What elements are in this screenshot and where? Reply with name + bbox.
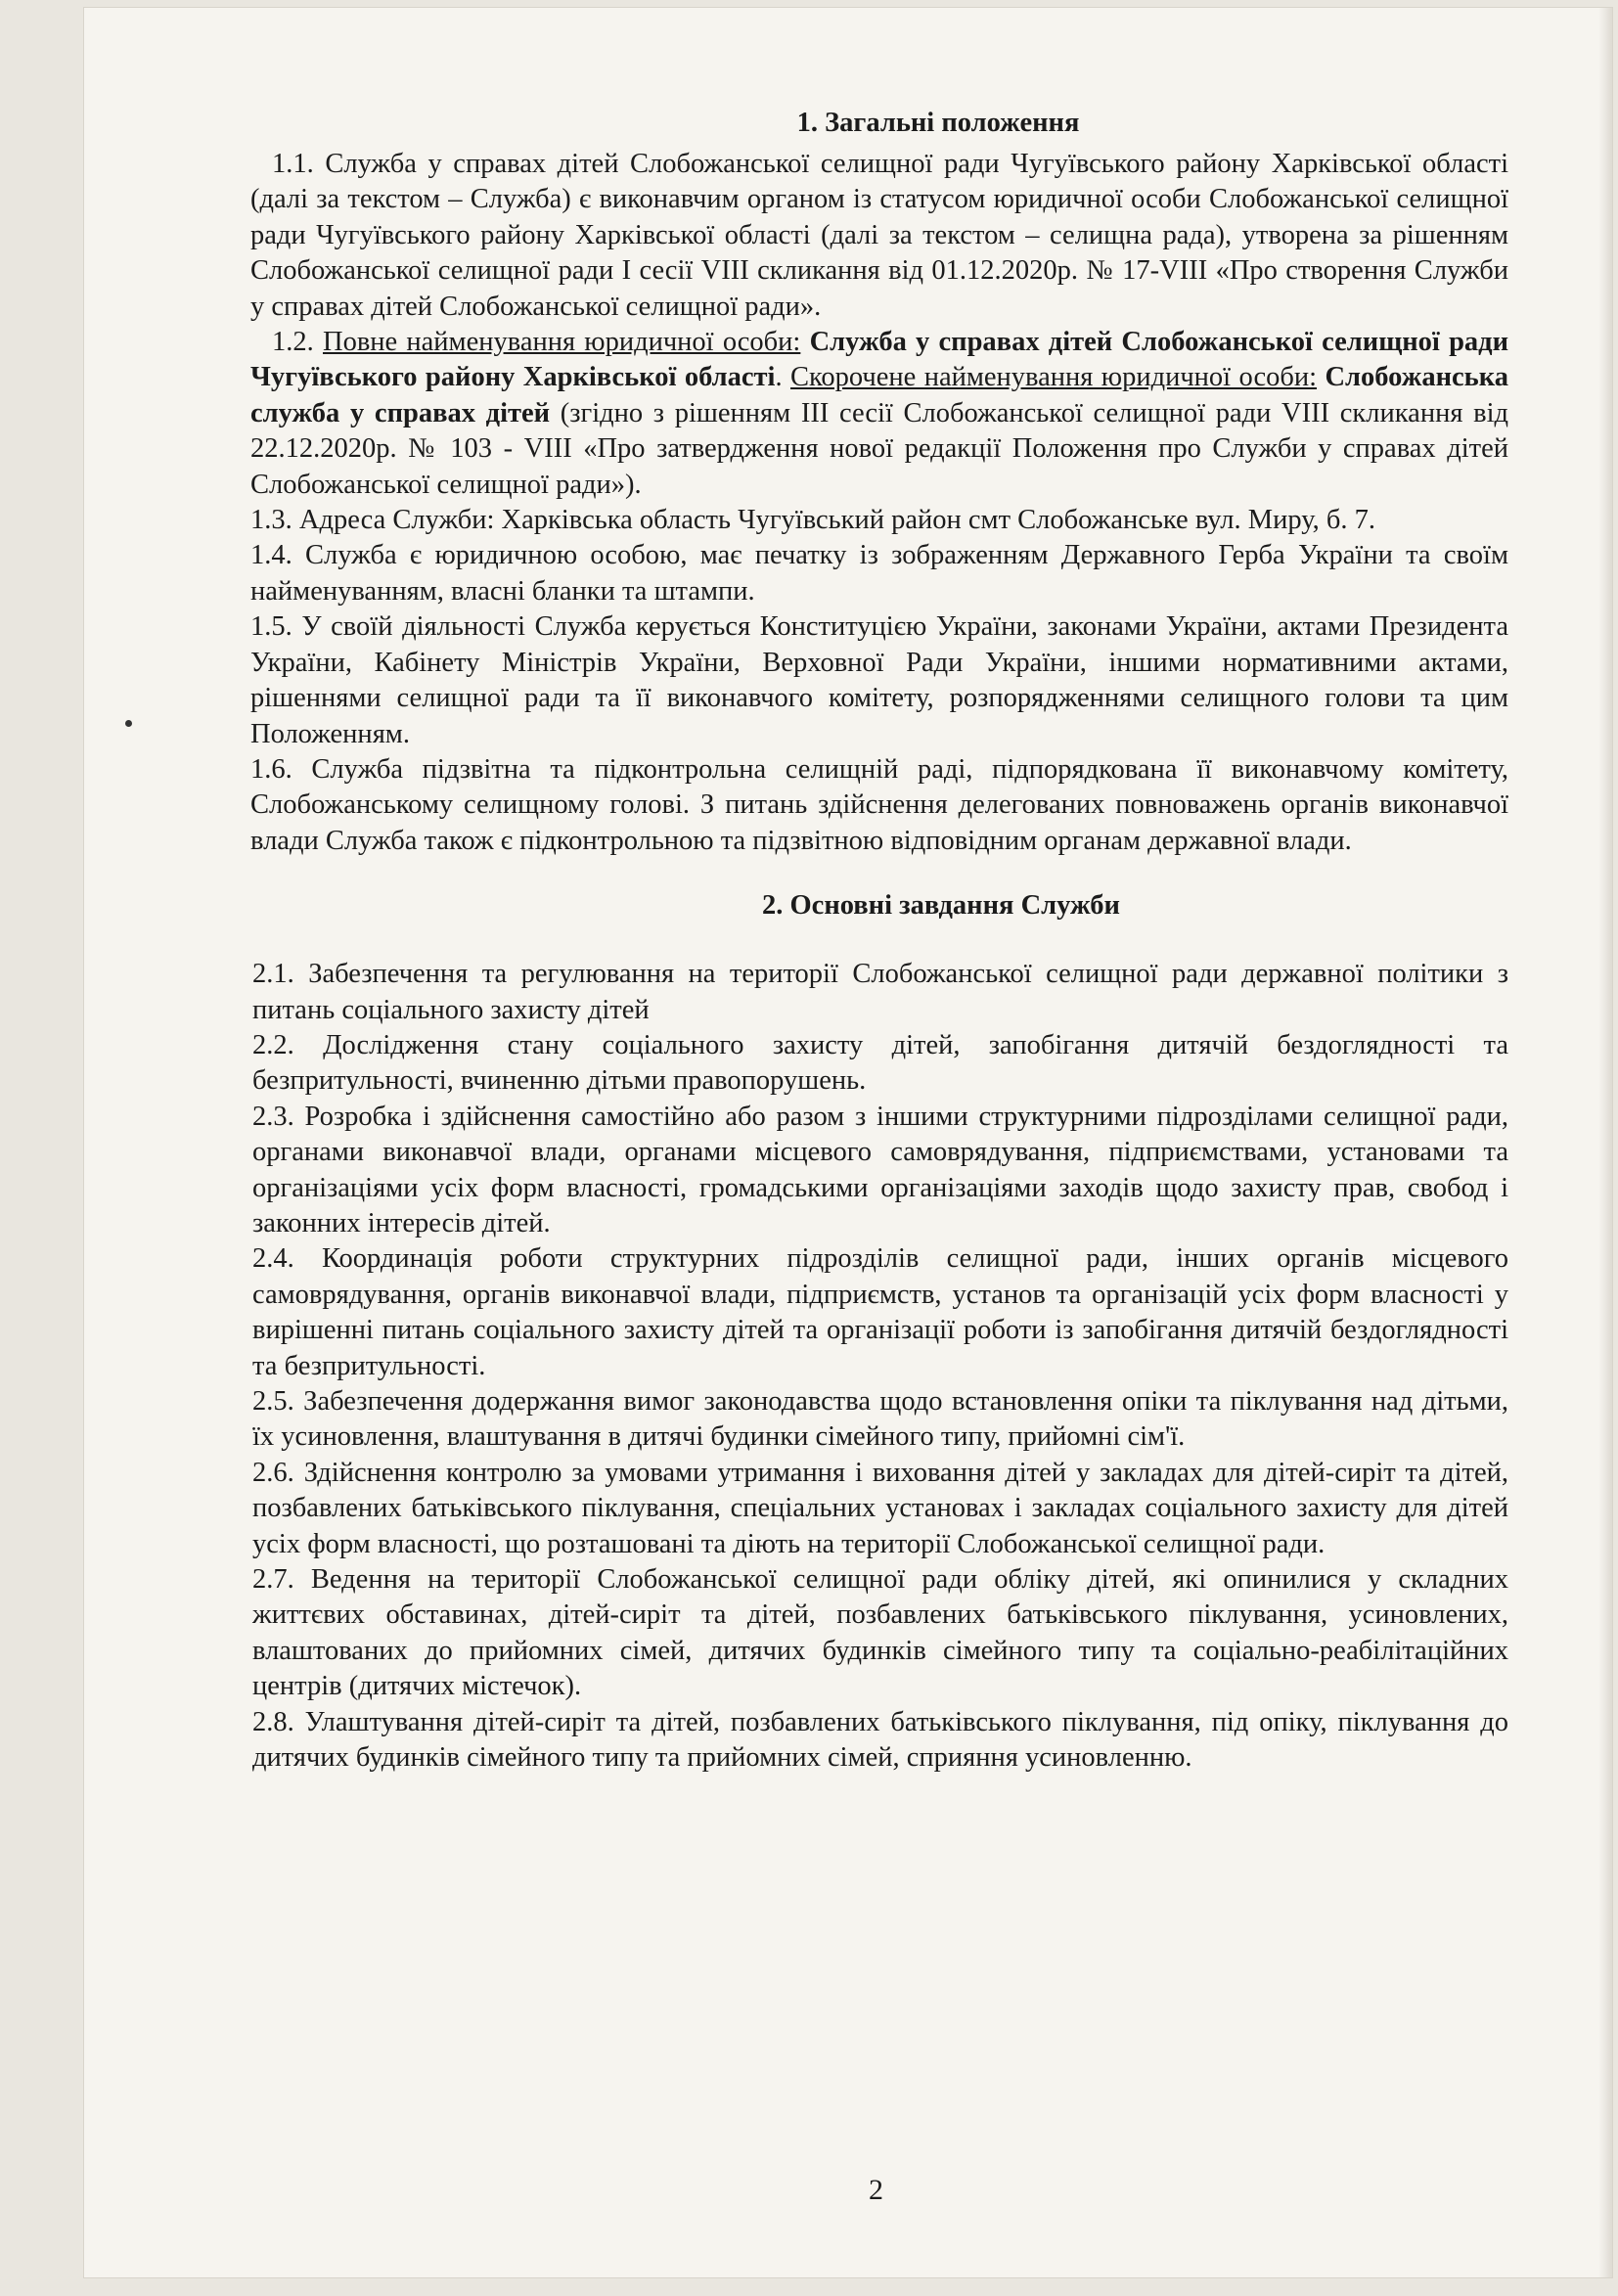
paragraph-2-3: 2.3. Розробка і здійснення самостійно або разом з іншими структурними підрозділами селищної ради, органами виконавчої влади, органами місцевого самоврядування, підприємствами, установами та організаціями усіх форм власності, громадськими організаціями заходів щодо захисту прав, свобод і законних інтересів дітей. — [252, 1101, 1508, 1238]
short-name-value: Слобожанська служба у справах дітей — [250, 362, 1508, 428]
section-2-body — [250, 957, 1508, 1776]
full-name-label: Повне найменування юридичної особи: — [322, 327, 801, 358]
page-number: 2 — [869, 2174, 883, 2206]
document-page — [84, 8, 1612, 2277]
paragraph-1-3: 1.3. Адреса Служби: Харківська область Чугуївський район смт Слобожанське вул. Миру, б. 7. — [250, 505, 1376, 536]
paragraph-2-4: 2.4. Координація роботи структурних підрозділів селищної ради, інших органів місцевого самоврядування, органів виконавчої влади, підприємств, установ та організацій усіх форм власності у вирішенні питань соціального захисту дітей та організації роботи із запобігання дитячій бездоглядності та безпритульності. — [252, 1243, 1508, 1381]
margin-dot — [125, 720, 132, 727]
full-name-value: Служба у справах дітей Слобожанської селищної ради Чугуївського району Харківської області — [250, 327, 1509, 393]
paragraph-2-7: 2.7. Ведення на території Слобожанської селищної ради обліку дітей, які опинилися у складних життєвих обставинах, дітей-сиріт та дітей, позбавлених батьківського піклування, усиновлених, влаштованих до прийомних сімей, дитячих будинків сімейного типу та соціально-реабілітаційних центрів (дитячих містечок). — [252, 1564, 1508, 1702]
section-1-heading: 1. Загальні положення — [796, 108, 1080, 138]
paragraph-1-5: 1.5. У своїй діяльності Служба керується Конституцією України, законами України, актами Президента України, Кабінету Міністрів України, Верховної Ради України, іншими нормативними актами, рішеннями селищної ради та її виконавчого комітету, розпорядженнями селищного голови та цим Положенням. — [250, 611, 1508, 749]
paragraph-1-1: 1.1. Служба у справах дітей Слобожанської селищної ради Чугуївського району Харківської області (далі за текстом – Служба) є виконавчим органом із статусом юридичної особи Слобожанської селищної ради Чугуївського району Харківської області (далі за текстом – селищна рада), утворена за рішенням Слобожанської селищної ради І сесії VIII скликання від 01.12.2020р. № 17-VIII «Про створення Служби у справах дітей Слобожанської селищної ради». — [250, 149, 1508, 322]
short-name-label: Скорочене найменування юридичної особи: — [790, 362, 1318, 393]
paragraph-2-1: 2.1. Забезпечення та регулювання на території Слобожанської селищної ради державної політики з питань соціального захисту дітей — [252, 959, 1508, 1025]
section-2-heading: 2. Основні завдання Служби — [762, 890, 1120, 922]
paragraph-2-6: 2.6. Здійснення контролю за умовами утримання і виховання дітей у закладах для дітей-сиріт та дітей, позбавлених батьківського піклування, спеціальних установах і закладах соціального захисту для дітей усіх форм власності, що розташовані та діють на території Слобожанської селищної ради. — [252, 1457, 1508, 1559]
paragraph-1-2 — [250, 325, 1508, 503]
paragraph-2-5: 2.5. Забезпечення додержання вимог законодавства щодо встановлення опіки та піклування над дітьми, їх усиновлення, влаштування в дитячі будинки сімейного типу, прийомні сім'ї. — [252, 1386, 1508, 1453]
paragraph-2-8: 2.8. Улаштування дітей-сиріт та дітей, позбавлених батьківського піклування, під опіку, піклування до дитячих будинків сімейного типу та прийомних сімей, сприяння усиновленню. — [252, 1706, 1508, 1774]
paragraph-1-2-rest: (згідно з рішенням ІІІ сесії Слобожанської селищної ради VIII скликання від 22.12.2020р. № 103 - VIII «Про затвердження нової редакції Положення про Служби у справах дітей Слобожанської селищної ради»). — [250, 397, 1508, 500]
paragraph-1-2-number: 1.2. — [272, 327, 323, 358]
paragraph-2-2: 2.2. Дослідження стану соціального захисту дітей, запобігання дитячій бездоглядності та безпритульності, вчиненню дітьми правопорушень. — [252, 1029, 1508, 1097]
document-body — [250, 106, 1508, 1776]
separator: . — [775, 362, 790, 393]
paragraph-1-6: 1.6. Служба підзвітна та підконтрольна селищній раді, підпорядкована її виконавчому комітету, Слобожанському селищному голові. З питань здійснення делегованих повноважень органів виконавчої влади Служба також є підконтрольною та підзвітною відповідним органам державної влади. — [250, 753, 1508, 856]
paragraph-1-4: 1.4. Служба є юридичною особою, має печатку із зображенням Державного Герба України та своїм найменуванням, власні бланки та штампи. — [250, 540, 1508, 607]
